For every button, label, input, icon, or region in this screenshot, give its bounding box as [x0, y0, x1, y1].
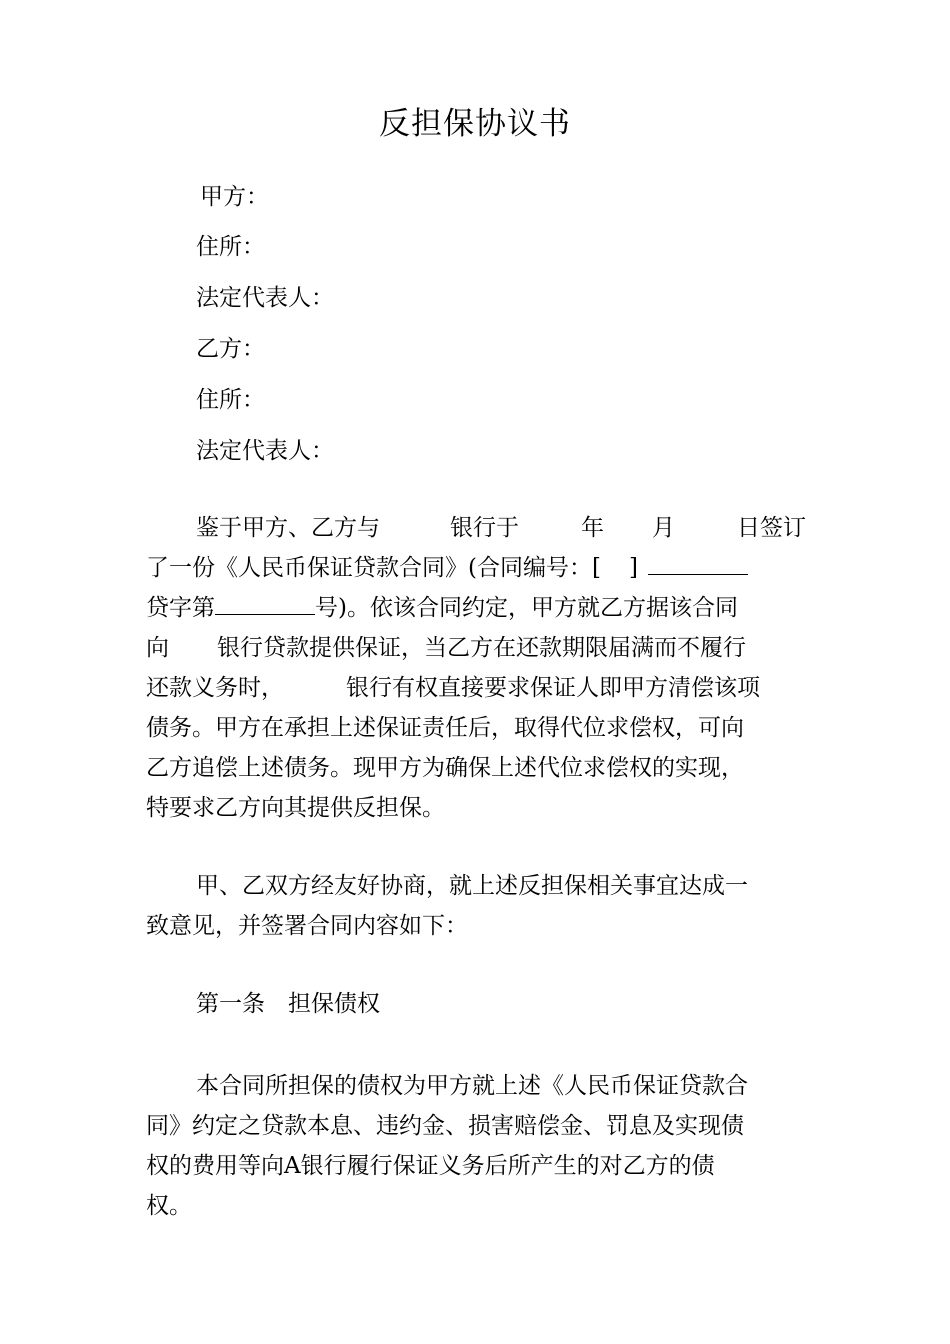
party-b-representative-label: 法定代表人：: [196, 438, 334, 464]
recital-text: 鉴于甲方、乙方与: [196, 515, 380, 541]
recital-text: 银行于: [450, 515, 519, 541]
recital-text: 银行贷款提供保证，当乙方在还款期限届满而不履行: [217, 635, 746, 661]
recital-text: 月: [652, 515, 675, 541]
party-a-representative-label: 法定代表人：: [196, 285, 334, 311]
article-1-paragraph: [146, 1066, 826, 1226]
article-1-line-2: 同》约定之贷款本息、违约金、损害赔偿金、罚息及实现债: [146, 1113, 744, 1139]
agreement-line-2: 致意见，并签署合同内容如下：: [146, 913, 468, 939]
article-1-line-1: 本合同所担保的债权为甲方就上述《人民币保证贷款合: [196, 1073, 748, 1099]
recital-text: 还款义务时，: [146, 675, 284, 701]
recital-text: 日签订: [737, 515, 806, 541]
loan-number-blank: [215, 590, 315, 615]
document-title: 反担保协议书: [379, 106, 571, 142]
recital-line-1: [146, 508, 826, 548]
recital-text: 号)。依该合同约定，甲方就乙方据该合同: [315, 595, 738, 621]
recital-paragraph: [146, 508, 826, 828]
recital-text: 年: [581, 515, 604, 541]
party-a-label: 甲方：: [200, 184, 269, 210]
recital-text: 向: [146, 635, 169, 661]
article-1-line-4: 权。: [146, 1193, 192, 1219]
agreement-line-1: 甲、乙双方经友好协商，就上述反担保相关事宜达成一: [196, 873, 748, 899]
recital-line-4: [146, 628, 826, 668]
party-b-address-label: 住所：: [196, 387, 265, 413]
recital-line-3: [146, 588, 826, 628]
party-b-label: 乙方：: [196, 336, 265, 362]
article-1-heading: 第一条 担保债权: [196, 991, 380, 1017]
recital-line-7: 乙方追偿上述债务。现甲方为确保上述代位求偿权的实现，: [146, 755, 744, 781]
recital-text: 贷字第: [146, 595, 215, 621]
article-1-line-3: 权的费用等向A银行履行保证义务后所产生的对乙方的债: [146, 1153, 715, 1179]
recital-line-5: [146, 668, 826, 708]
recital-text: 银行有权直接要求保证人即甲方清偿该项: [346, 675, 760, 701]
party-a-address-label: 住所：: [196, 234, 265, 260]
recital-text: ]: [628, 555, 638, 581]
recital-line-6: 债务。甲方在承担上述保证责任后，取得代位求偿权，可向: [146, 715, 744, 741]
recital-text: 了一份《人民币保证贷款合同》(合同编号：[: [146, 555, 601, 581]
recital-line-2: [146, 548, 826, 588]
contract-number-blank: [648, 550, 748, 575]
recital-line-8: 特要求乙方向其提供反担保。: [146, 795, 445, 821]
agreement-paragraph: [146, 866, 826, 946]
